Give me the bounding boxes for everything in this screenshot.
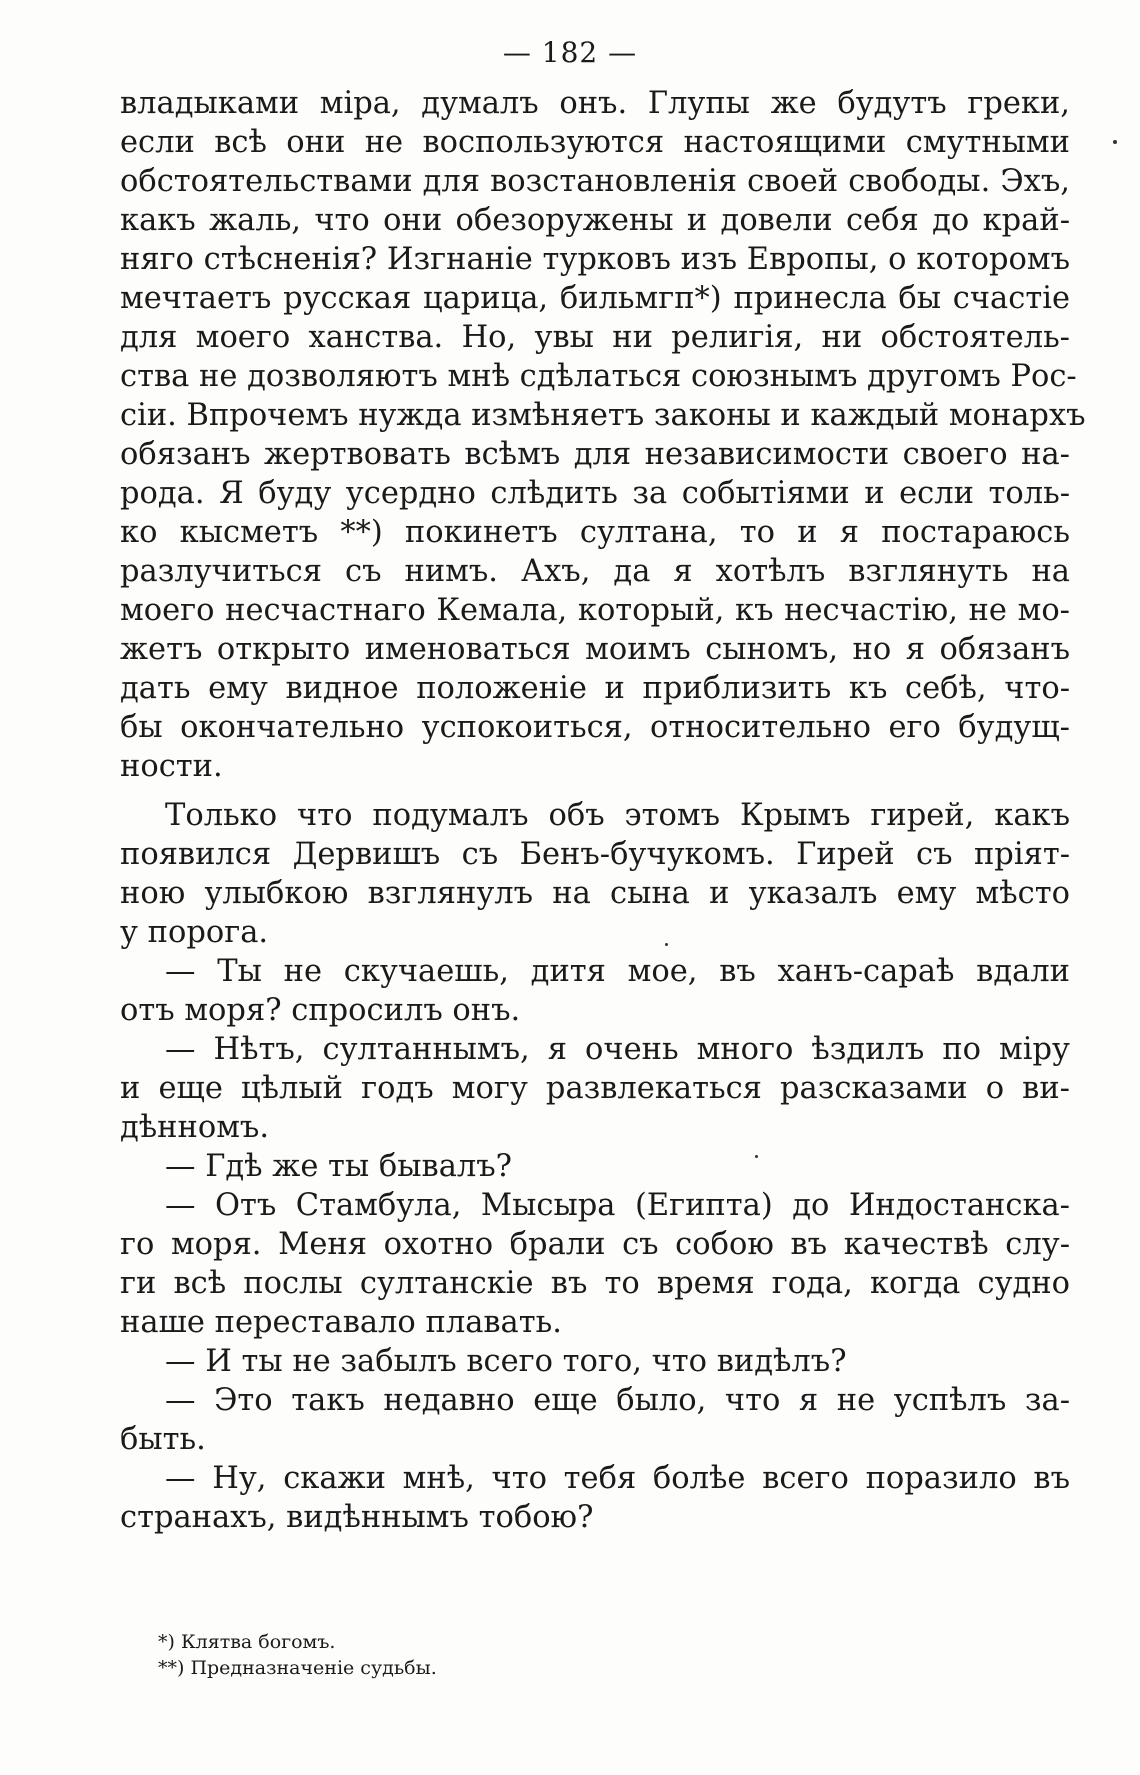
text-line: ко кысметъ **) покинетъ султана, то и я постараюсь xyxy=(120,515,1070,550)
text-line: если всѣ они не воспользуются настоящими смутными xyxy=(120,125,1070,160)
text-line: для моего ханства. Но, увы ни религія, ни обстоятель- xyxy=(120,320,1070,355)
scan-speck xyxy=(1113,140,1117,144)
text-line: — Отъ Стамбула, Мысыра (Египта) до Индостанска- xyxy=(165,1188,1070,1223)
dialogue-paragraph xyxy=(120,1030,1070,1147)
page-number: — 182 — xyxy=(502,36,638,69)
footnote: **) Предназначеніе судьбы. xyxy=(158,1657,437,1679)
body-text xyxy=(120,84,1086,1537)
text-line: моего несчастнаго Кемала, который, къ несчастію, не мо- xyxy=(120,593,1070,628)
dialogue-paragraph xyxy=(120,1342,1070,1381)
text-line: жетъ открыто именоваться моимъ сыномъ, но я обязанъ xyxy=(120,632,1070,667)
text-line: — Ты не скучаешь, дитя мое, въ ханъ-сараѣ вдали xyxy=(165,954,1070,989)
text-line: няго стѣсненія? Изгнаніе турковъ изъ Европы, о которомъ xyxy=(120,242,1070,277)
text-line: странахъ, видѣннымъ тобою? xyxy=(120,1500,594,1535)
text-line: обстоятельствами для возстановленія своей свободы. Эхъ, xyxy=(120,164,1070,199)
text-line: дѣнномъ. xyxy=(120,1110,270,1145)
dialogue-paragraph xyxy=(120,1381,1070,1459)
footnote: *) Клятва богомъ. xyxy=(158,1631,336,1653)
text-line: отъ моря? спросилъ онъ. xyxy=(120,993,521,1028)
text-line: у порога. xyxy=(120,915,269,950)
paragraph xyxy=(120,796,1070,952)
scan-speck xyxy=(665,943,668,946)
text-line: сіи. Впрочемъ нужда измѣняетъ законы и каждый монархъ xyxy=(120,398,1086,433)
text-line: появился Дервишъ съ Бенъ-бучукомъ. Гирей съ пріят- xyxy=(120,837,1070,872)
text-line: владыками міра, думалъ онъ. Глупы же будутъ греки, xyxy=(120,86,1070,121)
text-line: — Гдѣ же ты бывалъ? xyxy=(165,1149,513,1184)
text-line: бы окончательно успокоиться, относительно его будущ- xyxy=(120,710,1070,745)
text-line: ности. xyxy=(120,749,223,784)
text-line: какъ жаль, что они обезоружены и довели себя до край- xyxy=(120,203,1070,238)
text-line: мечтаетъ русская царица, бильмгп*) принесла бы счастіе xyxy=(120,281,1070,316)
text-line: разлучиться съ нимъ. Ахъ, да я хотѣлъ взглянуть на xyxy=(120,554,1070,589)
scan-speck xyxy=(755,1155,758,1158)
dialogue-paragraph xyxy=(120,1459,1070,1537)
text-line: ги всѣ послы султанскіе въ то время года, когда судно xyxy=(120,1266,1070,1301)
text-line: и еще цѣлый годъ могу развлекаться разсказами о ви- xyxy=(120,1071,1070,1106)
text-line: — Нѣтъ, султаннымъ, я очень много ѣздилъ по міру xyxy=(165,1032,1070,1067)
text-line: Только что подумалъ объ этомъ Крымъ гирей, какъ xyxy=(165,798,1070,833)
text-line: — Ну, скажи мнѣ, что тебя болѣе всего поразило въ xyxy=(165,1461,1070,1496)
dialogue-paragraph xyxy=(120,952,1070,1030)
paragraph xyxy=(120,84,1086,786)
text-line: го моря. Меня охотно брали съ собою въ качествѣ слу- xyxy=(120,1227,1070,1262)
text-line: — Это такъ недавно еще было, что я не успѣлъ за- xyxy=(165,1383,1070,1418)
text-line: обязанъ жертвовать всѣмъ для независимости своего на- xyxy=(120,437,1070,472)
dialogue-paragraph xyxy=(120,1147,1070,1186)
text-line: ства не дозволяютъ мнѣ сдѣлаться союзнымъ другомъ Рос- xyxy=(120,359,1077,394)
text-line: ною улыбкою взглянулъ на сына и указалъ ему мѣсто xyxy=(120,876,1070,911)
footnotes xyxy=(158,1629,858,1681)
text-line: дать ему видное положеніе и приблизить къ себѣ, что- xyxy=(120,671,1070,706)
text-line: рода. Я буду усердно слѣдить за событіями и если толь- xyxy=(120,476,1070,511)
text-line: быть. xyxy=(120,1422,206,1457)
text-line: — И ты не забылъ всего того, что видѣлъ? xyxy=(165,1344,847,1379)
dialogue-paragraph xyxy=(120,1186,1070,1342)
text-line: наше переставало плавать. xyxy=(120,1305,562,1340)
